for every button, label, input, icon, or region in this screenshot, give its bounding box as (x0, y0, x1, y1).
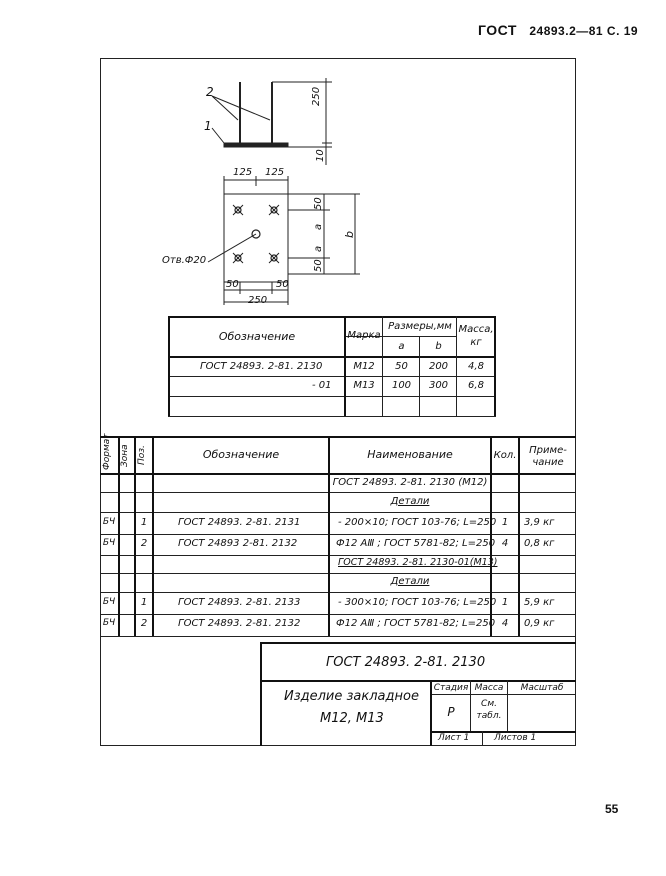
hole-mark (252, 230, 260, 238)
spec-row-format: БЧ (102, 618, 116, 628)
spec-row-note: 3,9 кг (524, 517, 555, 528)
title-stage: Р (447, 705, 455, 719)
dim-250-side: 250 (311, 86, 322, 106)
spec-row-designation: ГОСТ 24893 2-81. 2132 (178, 538, 298, 549)
spec-row-format: БЧ (102, 538, 116, 548)
spec-row-name: Ф12 АⅢ ; ГОСТ 5781-82; L=250 (336, 538, 496, 549)
size-row-mass: 4,8 (468, 361, 484, 372)
dim-50-bottom-left: 50 (226, 279, 239, 290)
size-row-b: 300 (428, 380, 449, 391)
size-th-mark: Марка (347, 330, 381, 341)
leader-label-1: 1 (204, 119, 212, 133)
size-row-designation: - 01 (312, 380, 332, 391)
spec-row-name: - 300×10; ГОСТ 103-76; L=250 (338, 597, 497, 608)
spec-row-format: БЧ (102, 597, 116, 607)
dim-a-2: a (313, 245, 324, 252)
header-standard: ГОСТ (478, 22, 517, 38)
spec-row-pos: 2 (140, 618, 148, 629)
spec-row-pos: 1 (140, 597, 148, 608)
title-sheet: Лист 1 (438, 733, 470, 743)
dim-10-side: 10 (315, 149, 326, 162)
size-row-designation: ГОСТ 24893. 2-81. 2130 (200, 361, 323, 372)
spec-row-name: ГОСТ 24893. 2-81. 2130 (М12) (332, 477, 488, 488)
title-stage-label: Стадия (433, 683, 469, 693)
spec-row-name: Детали (390, 496, 430, 507)
spec-row-pos: 1 (140, 517, 148, 528)
spec-row-qty: 4 (501, 538, 509, 549)
spec-th-pos: Поз. (137, 445, 147, 465)
dim-a-1: a (313, 223, 324, 230)
size-th-b: b (435, 341, 442, 352)
spec-th-note2: чание (532, 457, 564, 468)
dim-125-left: 125 (233, 167, 253, 178)
header-code: 24893.2—81 С. 19 (529, 24, 639, 38)
spec-row-name: Ф12 АⅢ ; ГОСТ 5781-82; L=250 (336, 618, 496, 629)
spec-row-designation: ГОСТ 24893. 2-81. 2133 (178, 597, 301, 608)
size-row-mass: 6,8 (468, 380, 484, 391)
spec-row-qty: 4 (501, 618, 509, 629)
spec-row-name: - 200×10; ГОСТ 103-76; L=250 (338, 517, 497, 528)
leader-label-2: 2 (206, 85, 214, 99)
title-sheets: Листов 1 (494, 733, 537, 743)
size-row-mark: М12 (353, 361, 375, 372)
dim-50-bottom-right: 50 (276, 279, 289, 290)
size-row-a: 100 (391, 380, 412, 391)
title-scale-label: Масштаб (520, 683, 564, 693)
title-code: ГОСТ 24893. 2-81. 2130 (326, 655, 486, 670)
dim-50-top: 50 (313, 197, 324, 210)
size-th-mass-unit: кг (470, 337, 482, 348)
size-th-sizes: Размеры,мм (388, 321, 452, 332)
spec-row-qty: 1 (501, 597, 509, 608)
spec-row-qty: 1 (501, 517, 509, 528)
dim-b: b (343, 231, 356, 238)
title-name-line2: М12, М13 (320, 711, 384, 726)
spec-th-qty: Кол. (493, 450, 517, 461)
spec-row-format: БЧ (102, 517, 116, 527)
title-mass-val2: табл. (476, 711, 502, 721)
spec-th-name: Наименование (367, 448, 453, 461)
dim-50-bottom: 50 (313, 259, 324, 272)
spec-row-note: 0,9 кг (524, 618, 555, 629)
spec-th-note1: Приме- (529, 445, 567, 456)
size-th-designation: Обозначение (218, 330, 296, 343)
hole-label: Отв.Ф20 (162, 255, 207, 266)
spec-row-designation: ГОСТ 24893. 2-81. 2131 (178, 517, 301, 528)
spec-th-format: Формат (102, 433, 112, 470)
spec-row-note: 0,8 кг (524, 538, 555, 549)
spec-th-zone: Зона (120, 444, 130, 467)
spec-row-pos: 2 (140, 538, 148, 549)
size-th-mass: Масса, (458, 324, 494, 335)
side-view-plate (224, 143, 288, 147)
page-number: 55 (605, 802, 619, 816)
spec-row-note: 5,9 кг (524, 597, 555, 608)
spec-row-name: ГОСТ 24893. 2-81. 2130-01(М13) (338, 557, 498, 568)
title-mass-label: Масса (474, 683, 504, 693)
size-row-b: 200 (428, 361, 449, 372)
title-name-line1: Изделие закладное (284, 689, 419, 704)
title-mass-val1: См. (481, 699, 497, 709)
dim-250-total: 250 (248, 295, 268, 306)
size-th-a: a (398, 341, 405, 352)
spec-row-designation: ГОСТ 24893. 2-81. 2132 (178, 618, 301, 629)
spec-th-designation: Обозначение (202, 448, 280, 461)
dim-125-right: 125 (265, 167, 285, 178)
size-row-a: 50 (395, 361, 408, 372)
size-row-mark: М13 (353, 380, 375, 391)
spec-row-name: Детали (390, 576, 430, 587)
